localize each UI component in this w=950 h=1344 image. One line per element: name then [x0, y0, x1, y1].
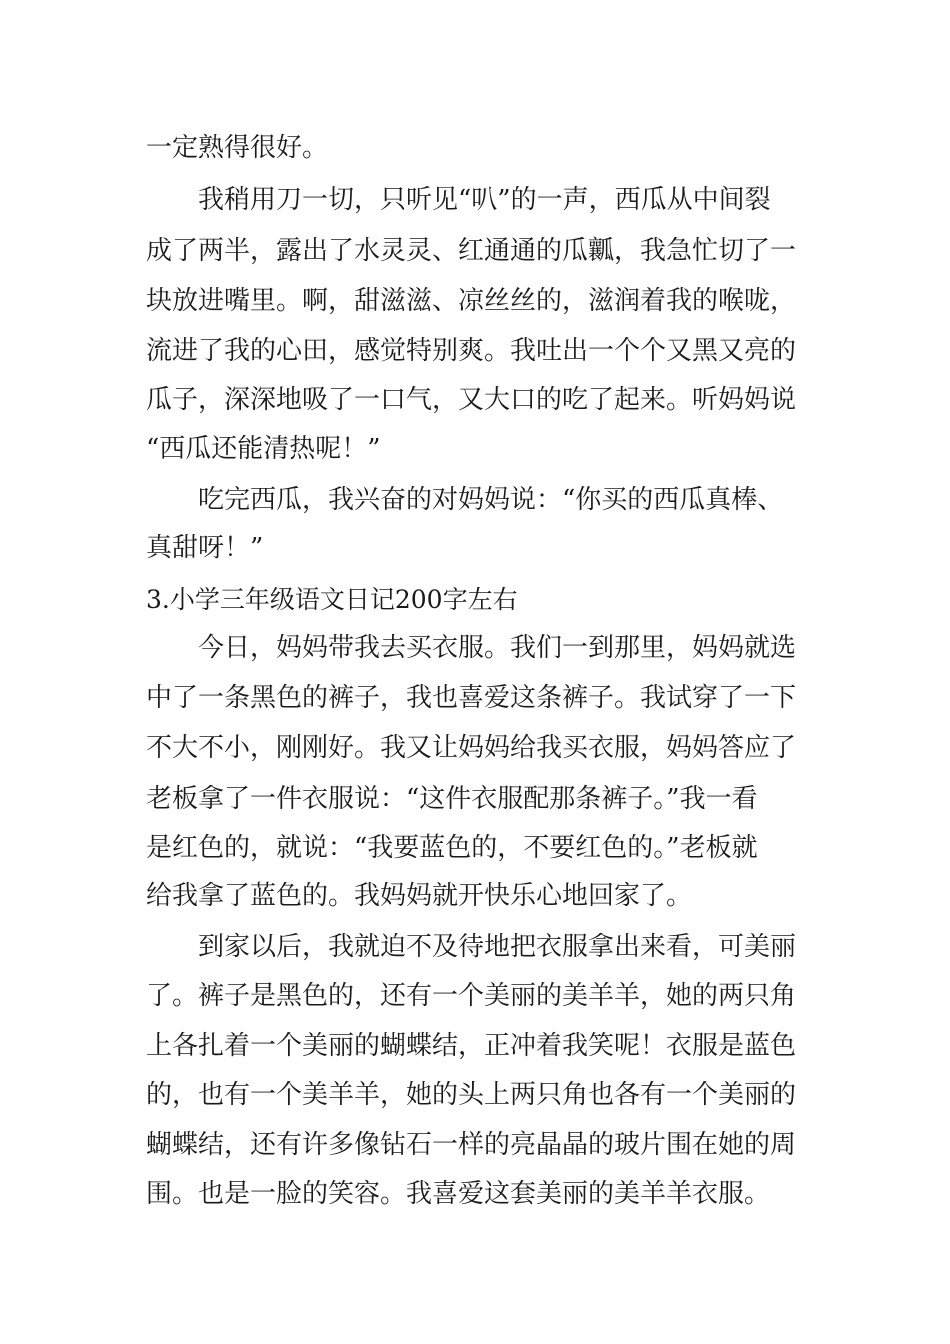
text-line: 中了一条黑色的裤子，我也喜爱这条裤子。我试穿了一下: [146, 683, 797, 713]
text-line: 真甜呀！”: [146, 533, 264, 563]
text-line: 了。裤子是黑色的，还有一个美丽的美羊羊，她的两只角: [146, 981, 797, 1011]
text-line: 的，也有一个美羊羊，她的头上两只角也各有一个美丽的: [146, 1080, 797, 1110]
paragraph-start-line: 到家以后，我就迫不及待地把衣服拿出来看，可美丽: [198, 932, 797, 962]
paragraph-start-line: 今日，妈妈带我去买衣服。我们一到那里，妈妈就选: [198, 633, 797, 663]
text-line: 围。也是一脸的笑容。我喜爱这套美丽的美羊羊衣服。: [146, 1179, 771, 1209]
text-line: 上各扎着一个美丽的蝴蝶结，正冲着我笑呢！衣服是蓝色: [146, 1031, 797, 1061]
text-line: 瓜子，深深地吸了一口气，又大口的吃了起来。听妈妈说: [146, 385, 797, 415]
text-line: 给我拿了蓝色的。我妈妈就开快乐心地回家了。: [146, 881, 693, 911]
text-line: 不大不小，刚刚好。我又让妈妈给我买衣服，妈妈答应了: [146, 733, 797, 763]
text-line: 块放进嘴里。啊，甜滋滋、凉丝丝的，滋润着我的喉咙，: [146, 286, 797, 316]
text-line: 是红色的，就说：“我要蓝色的，不要红色的。”老板就: [146, 833, 758, 863]
paragraph-start-line: 吃完西瓜，我兴奋的对妈妈说：“你买的西瓜真棒、: [198, 485, 784, 515]
text-line: 蝴蝶结，还有许多像钻石一样的亮晶晶的玻片围在她的周: [146, 1130, 797, 1160]
text-line: “西瓜还能清热呢！”: [146, 434, 381, 464]
text-line: 流进了我的心田，感觉特别爽。我吐出一个个又黑又亮的: [146, 336, 797, 366]
text-line: 一定熟得很好。: [146, 133, 329, 163]
section-heading: 3.小学三年级语文日记200字左右: [146, 585, 518, 614]
text-line: 老板拿了一件衣服说：“这件衣服配那条裤子。”我一看: [146, 784, 758, 814]
text-line: 成了两半，露出了水灵灵、红通通的瓜瓤，我急忙切了一: [146, 236, 797, 266]
paragraph-start-line: 我稍用刀一切，只听见“叭”的一声，西瓜从中间裂: [198, 185, 771, 215]
